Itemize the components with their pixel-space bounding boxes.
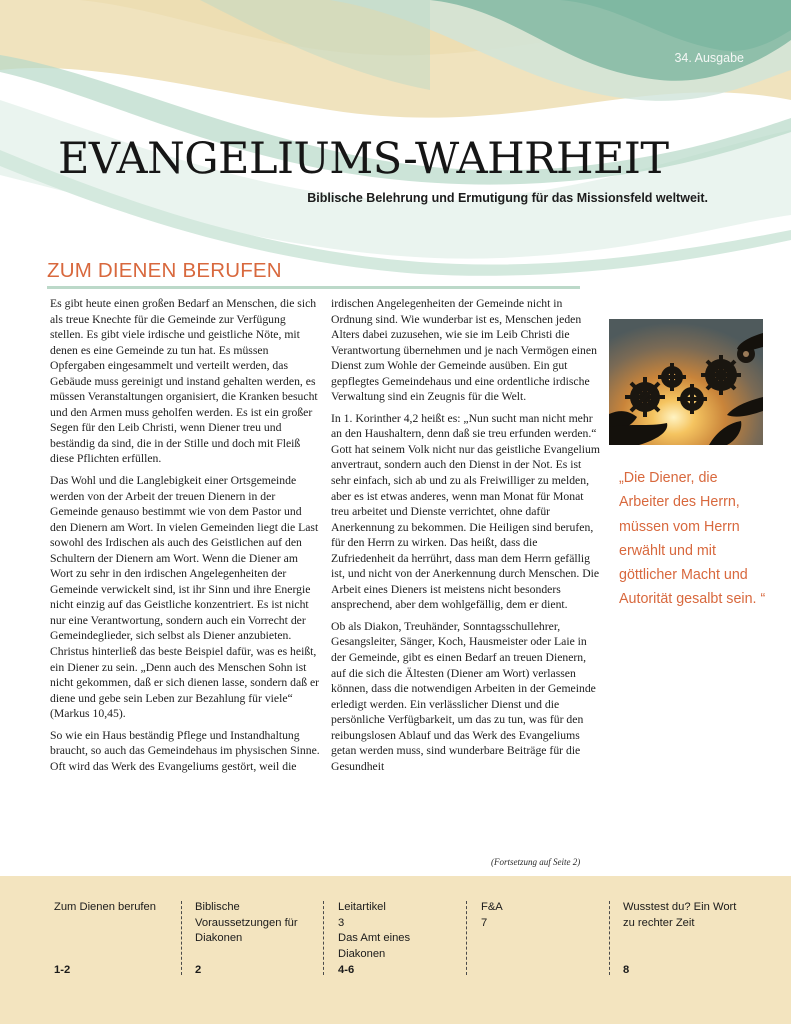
toc-entry-page: 2 <box>195 964 202 976</box>
article-title: ZUM DIENEN BERUFEN <box>47 259 282 282</box>
article-paragraph: Ob als Diakon, Treuhänder, Sonntagsschullehrer, Gesangsleiter, Sänger, Koch, Hausmeister oder Laie in der Gemeinde, gibt es einen Bedarf an treuen Dienern, auf die sich die Ältesten (Diener am Wort) verlassen können, dass die notwendigen Arbeiten in der Gemeinde erledigt werden. Ein verlässlicher Dienst und die persönliche Verfügbarkeit, um das zu tun, was für den reibungslosen Ablauf und das Werk des Evangeliums getan werden muss, sind wunderbare Beiträge für die Gesundheit <box>331 619 596 773</box>
article-paragraph: So wie ein Haus beständig Pflege und Instandhaltung braucht, so auch das Gemeindehaus im physischen Sinne. Oft wird das Werk des Evangeliums gestört, weil die <box>50 728 320 773</box>
toc-entry-title: Das Amt eines Diakonen <box>338 932 411 960</box>
toc-divider <box>466 901 468 975</box>
toc-entry-title[interactable]: Zum Dienen berufen <box>54 901 156 913</box>
table-of-contents <box>0 876 791 1024</box>
gears-silhouette-image <box>609 319 763 445</box>
article-paragraph: irdischen Angelegenheiten der Gemeinde nicht in Ordnung sind. Wie wunderbar ist es, Menschen jeden Alters dabei zuzusehen, wie sie im Leib Christi die Verantwortung übernehmen und je nach Vermögen einen Dienst zum Wohle der Gemeinde ausüben. Ein gut gepflegtes Gemeindehaus und eine ordentliche irdische Verwaltung sind ein Zeugnis für die Welt. <box>331 297 597 404</box>
toc-divider <box>323 901 325 975</box>
toc-divider <box>181 901 183 975</box>
pull-quote: „Die Diener, die Arbeiter des Herrn, müssen vom Herrn erwählt und mit göttlicher Macht und Autorität gesalbt sein. “ <box>619 470 766 608</box>
continuation-note: (Fortsetzung auf Seite 2) <box>491 857 581 867</box>
toc-entry-page: 7 <box>481 916 488 929</box>
toc-entry-page: 1-2 <box>54 964 71 976</box>
toc-divider <box>609 901 611 975</box>
issue-number: 34. Ausgabe <box>674 51 744 65</box>
article-paragraph: In 1. Korinther 4,2 heißt es: „Nun sucht man nicht mehr an den Haushaltern, denn daß sie treu erfunden werden.“ Gott hat seinem Volk nicht nur das geistliche Evangelium anvertraut, sondern auch den Dienst in der Not. Es ist sehr einfach, sich ab und zu als Freiwilliger zu melden, aber es ist etwas anderes, wenn man Monat für Monat treu arbeitet und Dienste verrichtet, ohne dafür Anerkennung zu bekommen. Die Heiligen sind berufen, für den Herrn zu wirken. Das heißt, dass die Zufriedenheit da herrührt, dass man dem Herrn gefällig ist, und nicht von der Anerkennung durch Menschen. Die Arbeit eines Dieners ist meistens nicht besonders ansprechend, aber dem wohlgefällig, dem er dient. <box>331 411 600 612</box>
toc-entry-title: F&A <box>481 901 503 913</box>
article-paragraph: Das Wohl und die Langlebigkeit einer Ortsgemeinde werden von der Arbeit der treuen Dienern in der Gemeinde genauso bestimmt wie von dem Pastor und den Dienern am Wort. In vielen Gemeinden liegt die Last sowohl des Irdischen als auch des Geistlichen auf den Schultern der Dienern am Wort. Wenn die Diener am Wort zu sehr in den irdischen Angelegenheiten der Gemeinde verwickelt sind, ist ihr Sinn und ihre Energie nicht einzig auf das Geistliche konzentriert. Es ist nicht nur eine Verantwortung, sondern auch ein Vorrecht der Gemeindeglieder, sich selbst als Diener anzubieten. Christus hinterließ das beste Beispiel dafür, was es heißt, ein Diener zu sein. „Denn auch des Menschen Sohn ist nicht gekommen, daß er sich dienen lasse, sondern daß er diene und gebe sein Leben zur Bezahlung für viele“ (Markus 10,45). <box>50 474 320 721</box>
toc-entry-title[interactable]: Wusstest du? Ein Wort zu rechter Zeit <box>623 901 737 929</box>
toc-entry-group[interactable] <box>481 900 591 931</box>
toc-entry-title: Leitartikel <box>338 901 386 913</box>
toc-entry-group[interactable] <box>338 900 448 962</box>
article-paragraph: Es gibt heute einen großen Bedarf an Menschen, die sich als treue Knechte für die Gemeinde zur Verfügung stellen. Es gibt viele irdische und geistliche Nöte, mit denen es eine Gemeinde zu tun hat. Es müssen Opfergaben eingesammelt und verteilt werden, das Gebäude muss gereinigt und instand gehalten werden, es müssen Veranstaltungen organisiert, die Kranken besucht und den Armen muss geholfen werden. Es ist ein großer Segen für den Leib Christi, wenn Diener treu und beständig da sind, die in der Stille und doch mit Fleiß diese Pflichten erfüllen. <box>50 297 318 466</box>
toc-entry-title[interactable]: Biblische Voraussetzungen für Diakonen <box>195 901 298 944</box>
toc-entry-page: 4-6 <box>338 964 355 976</box>
masthead-subtitle: Biblische Belehrung und Ermutigung für das Missionsfeld weltweit. <box>307 191 708 205</box>
masthead-title: EVANGELIUMS-WAHRHEIT <box>58 134 669 184</box>
article-column-2 <box>331 296 601 780</box>
toc-entry-page: 3 <box>338 916 345 929</box>
toc-entry-page: 8 <box>623 964 630 976</box>
title-rule <box>47 286 580 289</box>
article-column-1 <box>50 296 320 780</box>
